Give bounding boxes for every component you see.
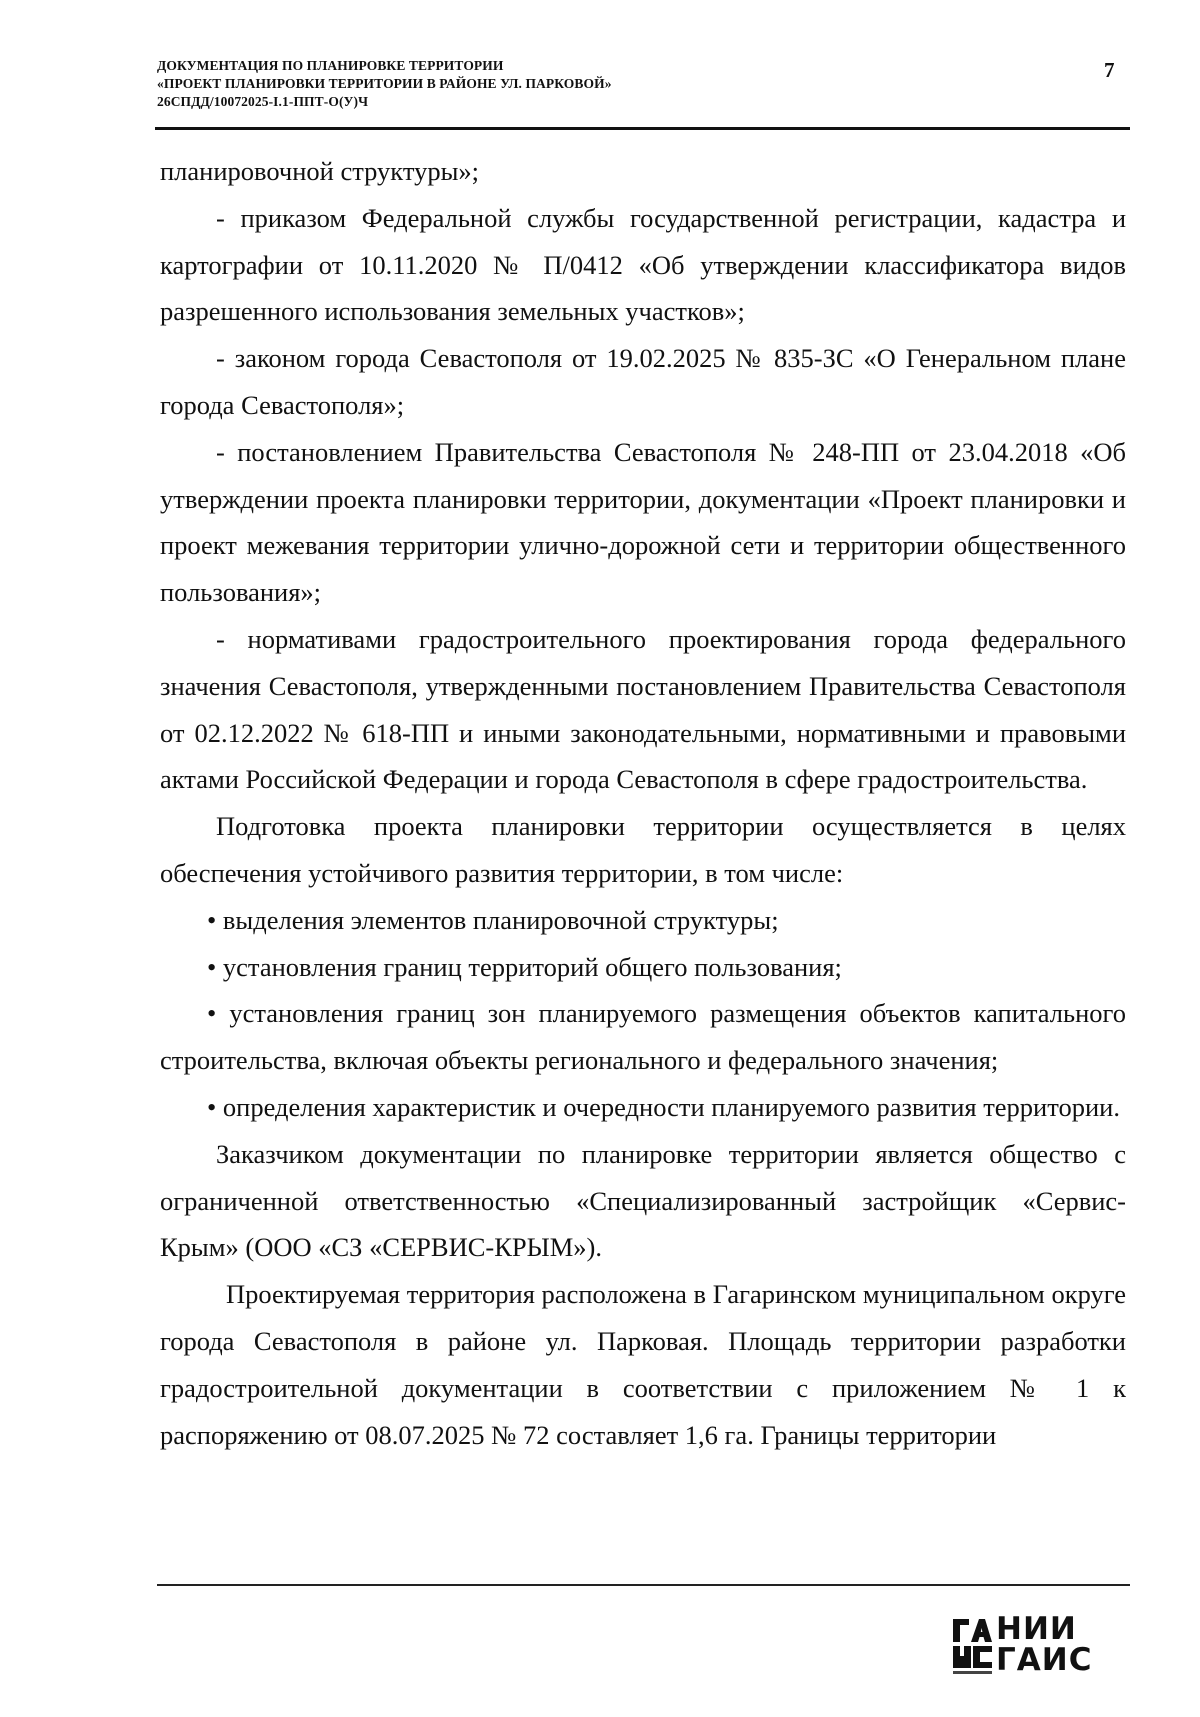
header-divider [155,127,1130,130]
paragraph-urban-standards: - нормативами градостроительного проектирования города федерального значения Севастополя, утвержденными постановлением Правительства Севастополя от 02.12.2022 № 618-ПП и иными законодательными, нормативными и правовыми актами Российской Федерации и города Севастополя в сфере градостроительства. [160,623,1126,795]
logo-text-line-1: НИИ [996,1611,1077,1647]
paragraph-project-goals: Подготовка проекта планировки территории осуществляется в целях обеспечения устойчивого развития территории, в том числе: [160,811,1126,888]
header-line-1: ДОКУМЕНТАЦИЯ ПО ПЛАНИРОВКЕ ТЕРРИТОРИИ [157,58,504,73]
document-body [160,148,1126,1458]
paragraph-government-resolution: - постановлением Правительства Севастополя № 248-ПП от 23.04.2018 «Об утверждении проекта планировки территории, документации «Проект планировки и проект межевания территории улично-дорожной сети и территории общественного пользования»; [160,436,1126,608]
bullet-item: • установления границ зон планируемого размещения объектов капитального строительства, включая объекты регионального и федерального значения; [160,998,1126,1076]
logo-emblem-icon [952,1616,992,1676]
paragraph-customer: Заказчиком документации по планировке территории является общество с ограниченной ответственностью «Специализированный застройщик «Сервис-Крым» (ООО «СЗ «СЕРВИС-КРЫМ»). [160,1138,1126,1263]
bullet-item: • выделения элементов планировочной структуры; [207,904,779,935]
paragraph-rosreestr-order: - приказом Федеральной службы государственной регистрации, кадастра и картографии от 10.11.2020 № П/0412 «Об утверждении классификатора видов разрешенного использования земельных участков»; [160,202,1126,327]
document-header [157,57,1057,111]
paragraph-continuation: планировочной структуры»; [160,156,479,186]
bullet-item: • определения характеристик и очередности планируемого развития территории. [207,1091,1120,1122]
nii-gais-logo [952,1611,1132,1678]
header-line-2: «ПРОЕКТ ПЛАНИРОВКИ ТЕРРИТОРИИ В РАЙОНЕ УЛ. ПАРКОВОЙ» [157,76,612,91]
page-number: 7 [1104,58,1115,82]
header-document-code: 26СПДД/10072025-I.1-ППТ-О(У)Ч [157,94,369,109]
paragraph-territory-location: Проектируемая территория расположена в Гагаринском муниципальном округе города Севастополя в районе ул. Парковая. Площадь территории разработки градостроительной документации в соответствии с приложением № 1 к распоряжению от 08.07.2025 № 72 составляет 1,6 га. Границы территории [160,1279,1126,1450]
logo-text-line-2: ГАИС [996,1642,1093,1678]
paragraph-general-plan-law: - законом города Севастополя от 19.02.2025 № 835-ЗС «О Генеральном плане города Севастополя»; [160,343,1126,420]
footer-divider [157,1584,1130,1586]
bullet-item: • установления границ территорий общего пользования; [207,951,842,982]
